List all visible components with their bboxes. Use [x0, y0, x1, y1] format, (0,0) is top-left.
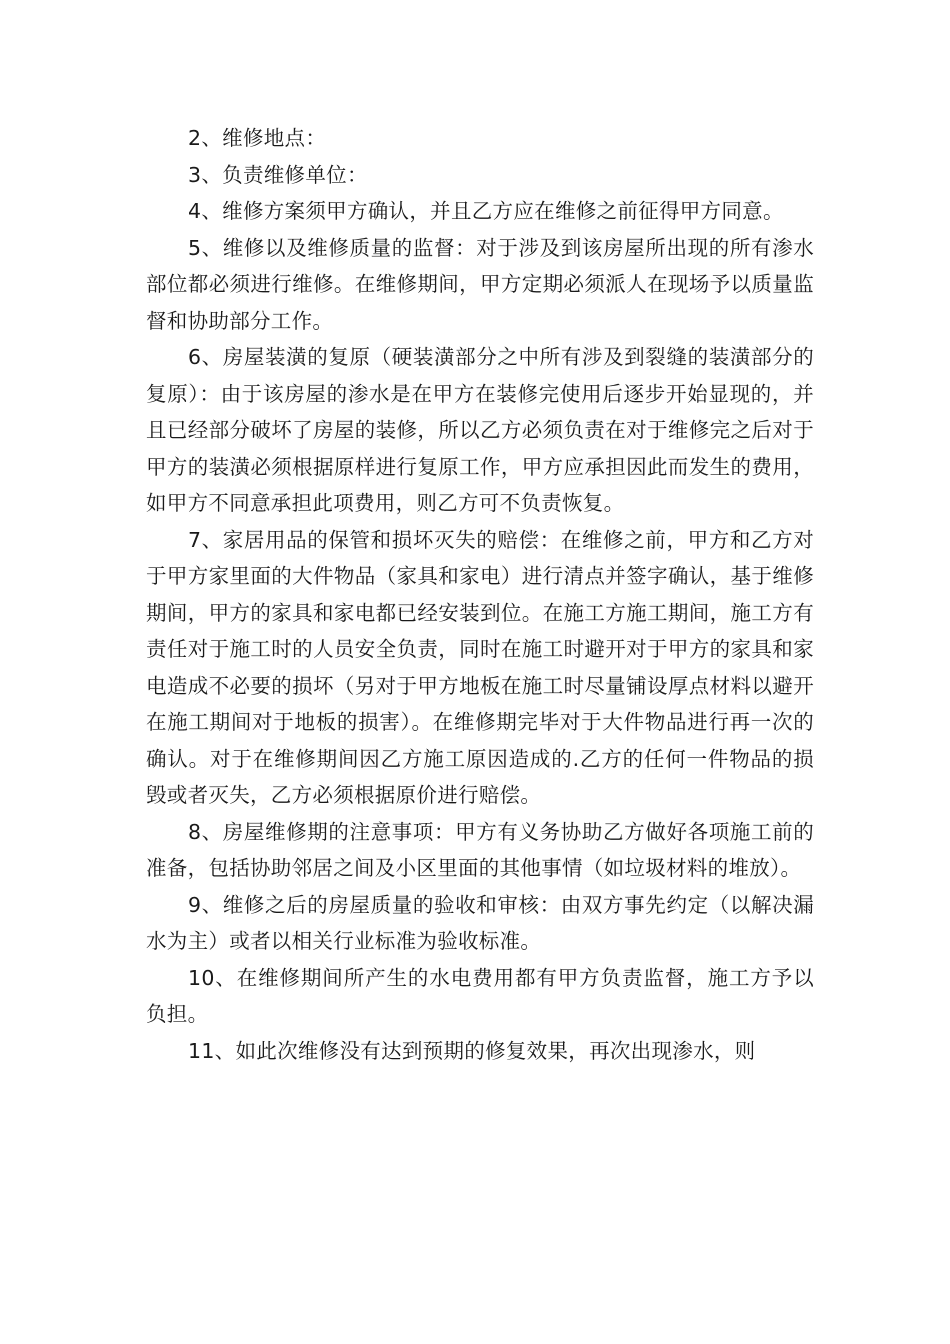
clause-9-acceptance: 9、维修之后的房屋质量的验收和审核：由双方事先约定（以解决漏水为主）或者以相关行业标准为验收标准。: [146, 892, 814, 953]
clause-10-utility-costs: 10、在维修期间所产生的水电费用都有甲方负责监督，施工方予以负担。: [146, 965, 814, 1026]
clause-11-repeat-leak: 11、如此次维修没有达到预期的修复效果，再次出现渗水，则: [188, 1038, 756, 1063]
clause-3-repair-unit: 3、负责维修单位：: [188, 162, 368, 187]
clause-5-quality-supervision: 5、维修以及维修质量的监督：对于涉及到该房屋所出现的所有渗水部位都必须进行维修。在维修期间，甲方定期必须派人在现场予以质量监督和协助部分工作。: [146, 235, 814, 333]
clause-4-plan-approval: 4、维修方案须甲方确认，并且乙方应在维修之前征得甲方同意。: [188, 199, 784, 223]
clause-6-decoration-restoration: 6、房屋装潢的复原（硬装潢部分之中所有涉及到裂缝的装潢部分的复原）：由于该房屋的渗水是在甲方在装修完使用后逐步开始显现的，并且已经部分破坏了房屋的装修，所以乙方必须负责在对于维修完之后对于甲方的装潢必须根据原样进行复原工作，甲方应承担因此而发生的费用，如甲方不同意承担此项费用，则乙方可不负责恢复。: [146, 345, 814, 515]
document-body: [146, 120, 814, 1069]
clause-7-furniture-compensation: 7、家居用品的保管和损坏灭失的赔偿：在维修之前，甲方和乙方对于甲方家里面的大件物品（家具和家电）进行清点并签字确认，基于维修期间，甲方的家具和家电都已经安装到位。在施工方施工期间，施工方有责任对于施工时的人员安全负责，同时在施工时避开对于甲方的家具和家电造成不必要的损坏（另对于甲方地板在施工时尽量铺设厚点材料以避开在施工期间对于地板的损害）。在维修期完毕对于大件物品进行再一次的确认。对于在维修期间因乙方施工原因造成的.乙方的任何一件物品的损毁或者灭失，乙方必须根据原价进行赔偿。: [146, 527, 814, 807]
clause-2-location: 2、维修地点：: [188, 126, 327, 150]
clause-8-precautions: 8、房屋维修期的注意事项：甲方有义务协助乙方做好各项施工前的准备，包括协助邻居之间及小区里面的其他事情（如垃圾材料的堆放）。: [146, 819, 814, 880]
